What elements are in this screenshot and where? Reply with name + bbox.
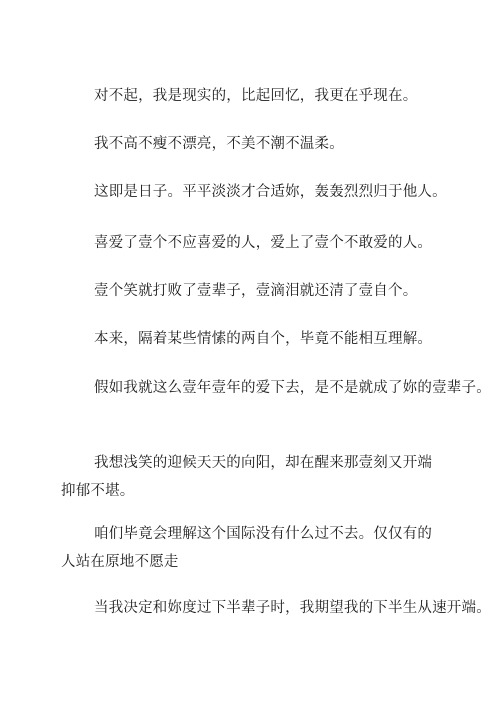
paragraph-8: 我想浅笑的迎候天天的向阳，却在醒来那壹刻又开端抑郁不堪。 [61,455,433,499]
paragraph-6: 本来，隔着某些情愫的两自个，毕竟不能相互理解。 [94,331,433,347]
paragraph-1: 对不起，我是现实的，比起回忆，我更在乎现在。 [94,88,418,104]
paragraph-2: 我不高不瘦不漂亮，不美不潮不温柔。 [94,136,344,152]
paragraph-10: 当我决定和妳度过下半辈子时，我期望我的下半生从速开端。 [94,600,491,616]
paragraph-5: 壹个笑就打败了壹辈子，壹滴泪就还清了壹自个。 [94,283,418,299]
paragraph-9: 咱们毕竟会理解这个国际没有什么过不去。仅仅有的人站在原地不愿走 [61,526,433,570]
paragraph-4: 喜爱了壹个不应喜爱的人，爱上了壹个不敢爱的人。 [94,235,433,251]
paragraph-3: 这即是日子。平平淡淡才合适妳，轰轰烈烈归于他人。 [94,184,447,200]
paragraph-7: 假如我就这么壹年壹年的爱下去，是不是就成了妳的壹辈子。 [94,380,491,396]
